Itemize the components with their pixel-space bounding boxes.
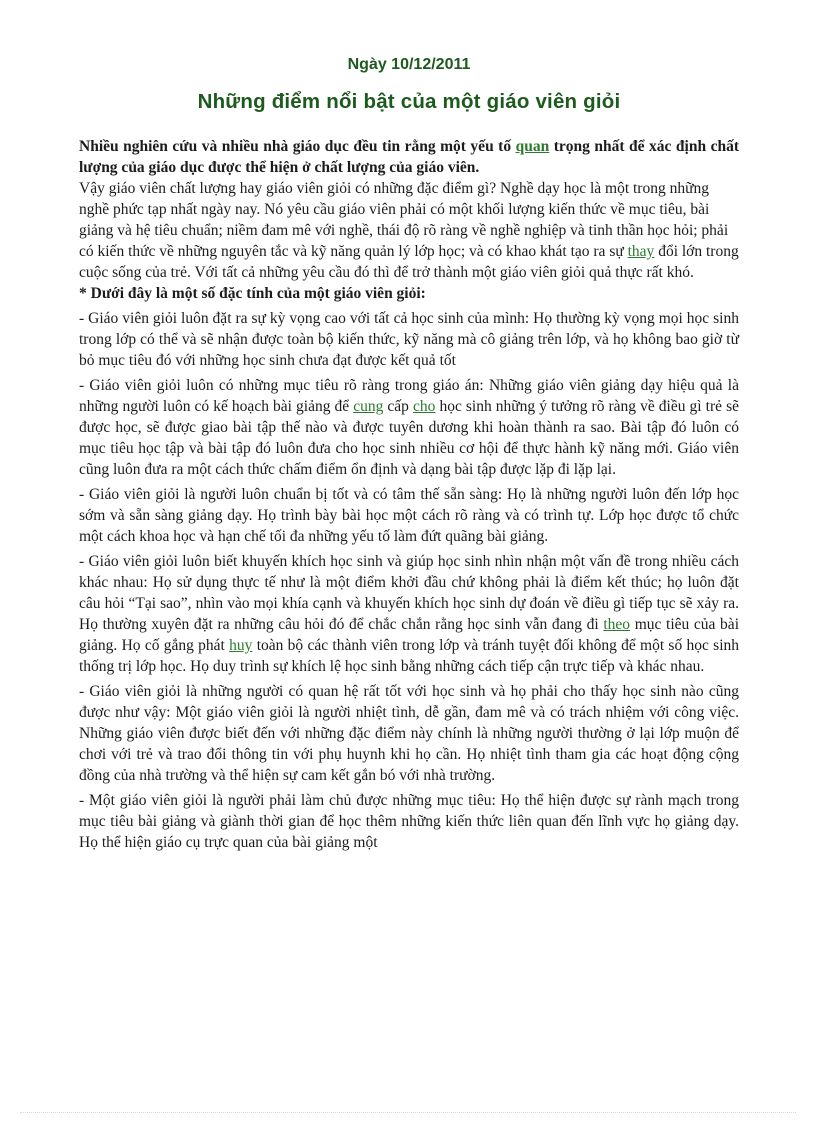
trait-4-text-1: - Giáo viên giỏi luôn biết khuyến khích học sinh và giúp học sinh nhìn nhận một vấn đề trong nhiều cách khác nhau: Họ sử dụng thực tế như là một điểm khởi đầu chứ không phải là điểm kết thúc; họ luôn đặt câu hỏi “Tại sao”, nhìn vào mọi khía cạnh và khuyến khích học sinh dự đoán về điều gì tiếp tục sẽ xảy ra. Họ thường xuyên đặt ra những câu hỏi đó để chắc chắn rằng học sinh vẫn đang đi: [79, 553, 739, 633]
trait-item-5: - Giáo viên giỏi là những người có quan hệ rất tốt với học sinh và họ phải cho thấy học sinh nào cũng được như vậy: Một giáo viên giỏi là người nhiệt tình, dễ gần, đam mê và có trách nhiệm với công việc. Những giáo viên được biết đến với những đặc điểm này chính là những người thường ở lại lớp muộn để chơi với trẻ và trao đổi thông tin với phụ huynh khi họ cần. Họ nhiệt tình tham gia các hoạt động cộng đồng của nhà trường và thể hiện sự cam kết gắn bó với nhà trường.: [79, 683, 739, 784]
intro-paragraph: [79, 178, 739, 283]
trait-item-3: - Giáo viên giỏi là người luôn chuẩn bị tốt và có tâm thế sẵn sàng: Họ là những người luôn đến lớp học sớm và sẵn sàng giảng dạy. Họ trình bày bài học một cách rõ ràng và có trình tự. Lớp học được tổ chức một cách khoa học và hạn chế tối đa những yếu tố làm đứt quãng bài giảng.: [79, 486, 739, 545]
trait-2-text-3: học sinh những ý tưởng rõ ràng về điều gì trẻ sẽ được học, sẽ được giao bài tập thế nào và được tuyên dương khi hoàn thành ra sao. Bài tập đó luôn có mục tiêu học tập và bài tập đó luôn đưa cho học sinh nhiều cơ hội để thực hành kỹ năng mới. Giáo viên cũng luôn đưa ra một cách thức chấm điểm ổn định và dạng bài tập được lặp đi lặp lại.: [79, 398, 739, 478]
link-cung[interactable]: cung: [353, 398, 384, 415]
link-huy[interactable]: huy: [229, 637, 253, 654]
link-thay[interactable]: thay: [627, 243, 655, 260]
lead-paragraph: [79, 136, 739, 178]
trait-4-text-3: toàn bộ các thành viên trong lớp và tránh tuyệt đối không để một số học sinh thống trị lớp học. Họ duy trình sự khích lệ học sinh bằng những cách tiếp cận trực tiếp và khác nhau.: [79, 637, 740, 675]
trait-item-6: - Một giáo viên giỏi là người phải làm chủ được những mục tiêu: Họ thể hiện được sự rành mạch trong mục tiêu bài giảng và giành thời gian để học thêm những kiến thức liên quan đến lĩnh vực họ giảng dạy. Họ thể hiện giáo cụ trực quan của bài giảng một: [79, 792, 739, 851]
document-title: Những điểm nổi bật của một giáo viên giỏi: [197, 90, 621, 113]
trait-2-text-1: - Giáo viên giỏi luôn có những mục tiêu rõ ràng trong giáo án: Những giáo viên giảng dạy hiệu quả là những người luôn có kế hoạch bài giảng để: [79, 377, 739, 415]
trait-item-1: - Giáo viên giỏi luôn đặt ra sự kỳ vọng cao với tất cả học sinh của mình: Họ thường kỳ vọng mọi học sinh trong lớp có thể và sẽ nhận được toàn bộ kiến thức, kỹ năng mà cô giảng trên lớp, và họ không bao giờ từ bỏ mục tiêu đó với những học sinh chưa đạt được kết quả tốt: [79, 310, 739, 369]
link-quan[interactable]: quan: [515, 138, 550, 155]
trait-item-4: [79, 551, 739, 677]
link-theo[interactable]: theo: [603, 616, 631, 633]
trait-item-2: [79, 375, 739, 480]
lead-text-1: Nhiều nghiên cứu và nhiều nhà giáo dục đều tin rằng một yếu tố: [79, 138, 516, 155]
section-subheading: * Dưới đây là một số đặc tính của một giáo viên giỏi:: [79, 285, 426, 302]
lead-text-2: trọng nhất để xác định chất lượng của giáo dục được thể hiện ở chất lượng của giáo viên.: [79, 138, 739, 176]
page-bottom-divider: [20, 1112, 796, 1113]
intro-text-1: Vậy giáo viên chất lượng hay giáo viên giỏi có những đặc điểm gì? Nghề dạy học là một trong những nghề phức tạp nhất ngày nay. Nó yêu cầu giáo viên phải có một khối lượng kiến thức về mục tiêu, bài giảng và hệ tiêu chuẩn; niềm đam mê với nghề, thái độ rõ ràng về nghề nghiệp và tinh thần học hỏi; phải có kiến thức về những nguyên tắc và kỹ năng quản lý lớp học; và có khao khát tạo ra sự: [79, 180, 729, 260]
trait-4-text-2: mục tiêu của bài giảng. Họ cố gắng phát: [79, 616, 739, 654]
document-page: [79, 56, 739, 857]
trait-2-text-2: cấp: [383, 398, 413, 415]
link-cho[interactable]: cho: [412, 398, 436, 415]
intro-text-2: đổi lớn trong cuộc sống của trẻ. Với tất cả những yêu cầu đó thì để trở thành một giáo viên giỏi quả thực rất khó.: [79, 243, 739, 281]
document-date: Ngày 10/12/2011: [347, 56, 471, 73]
